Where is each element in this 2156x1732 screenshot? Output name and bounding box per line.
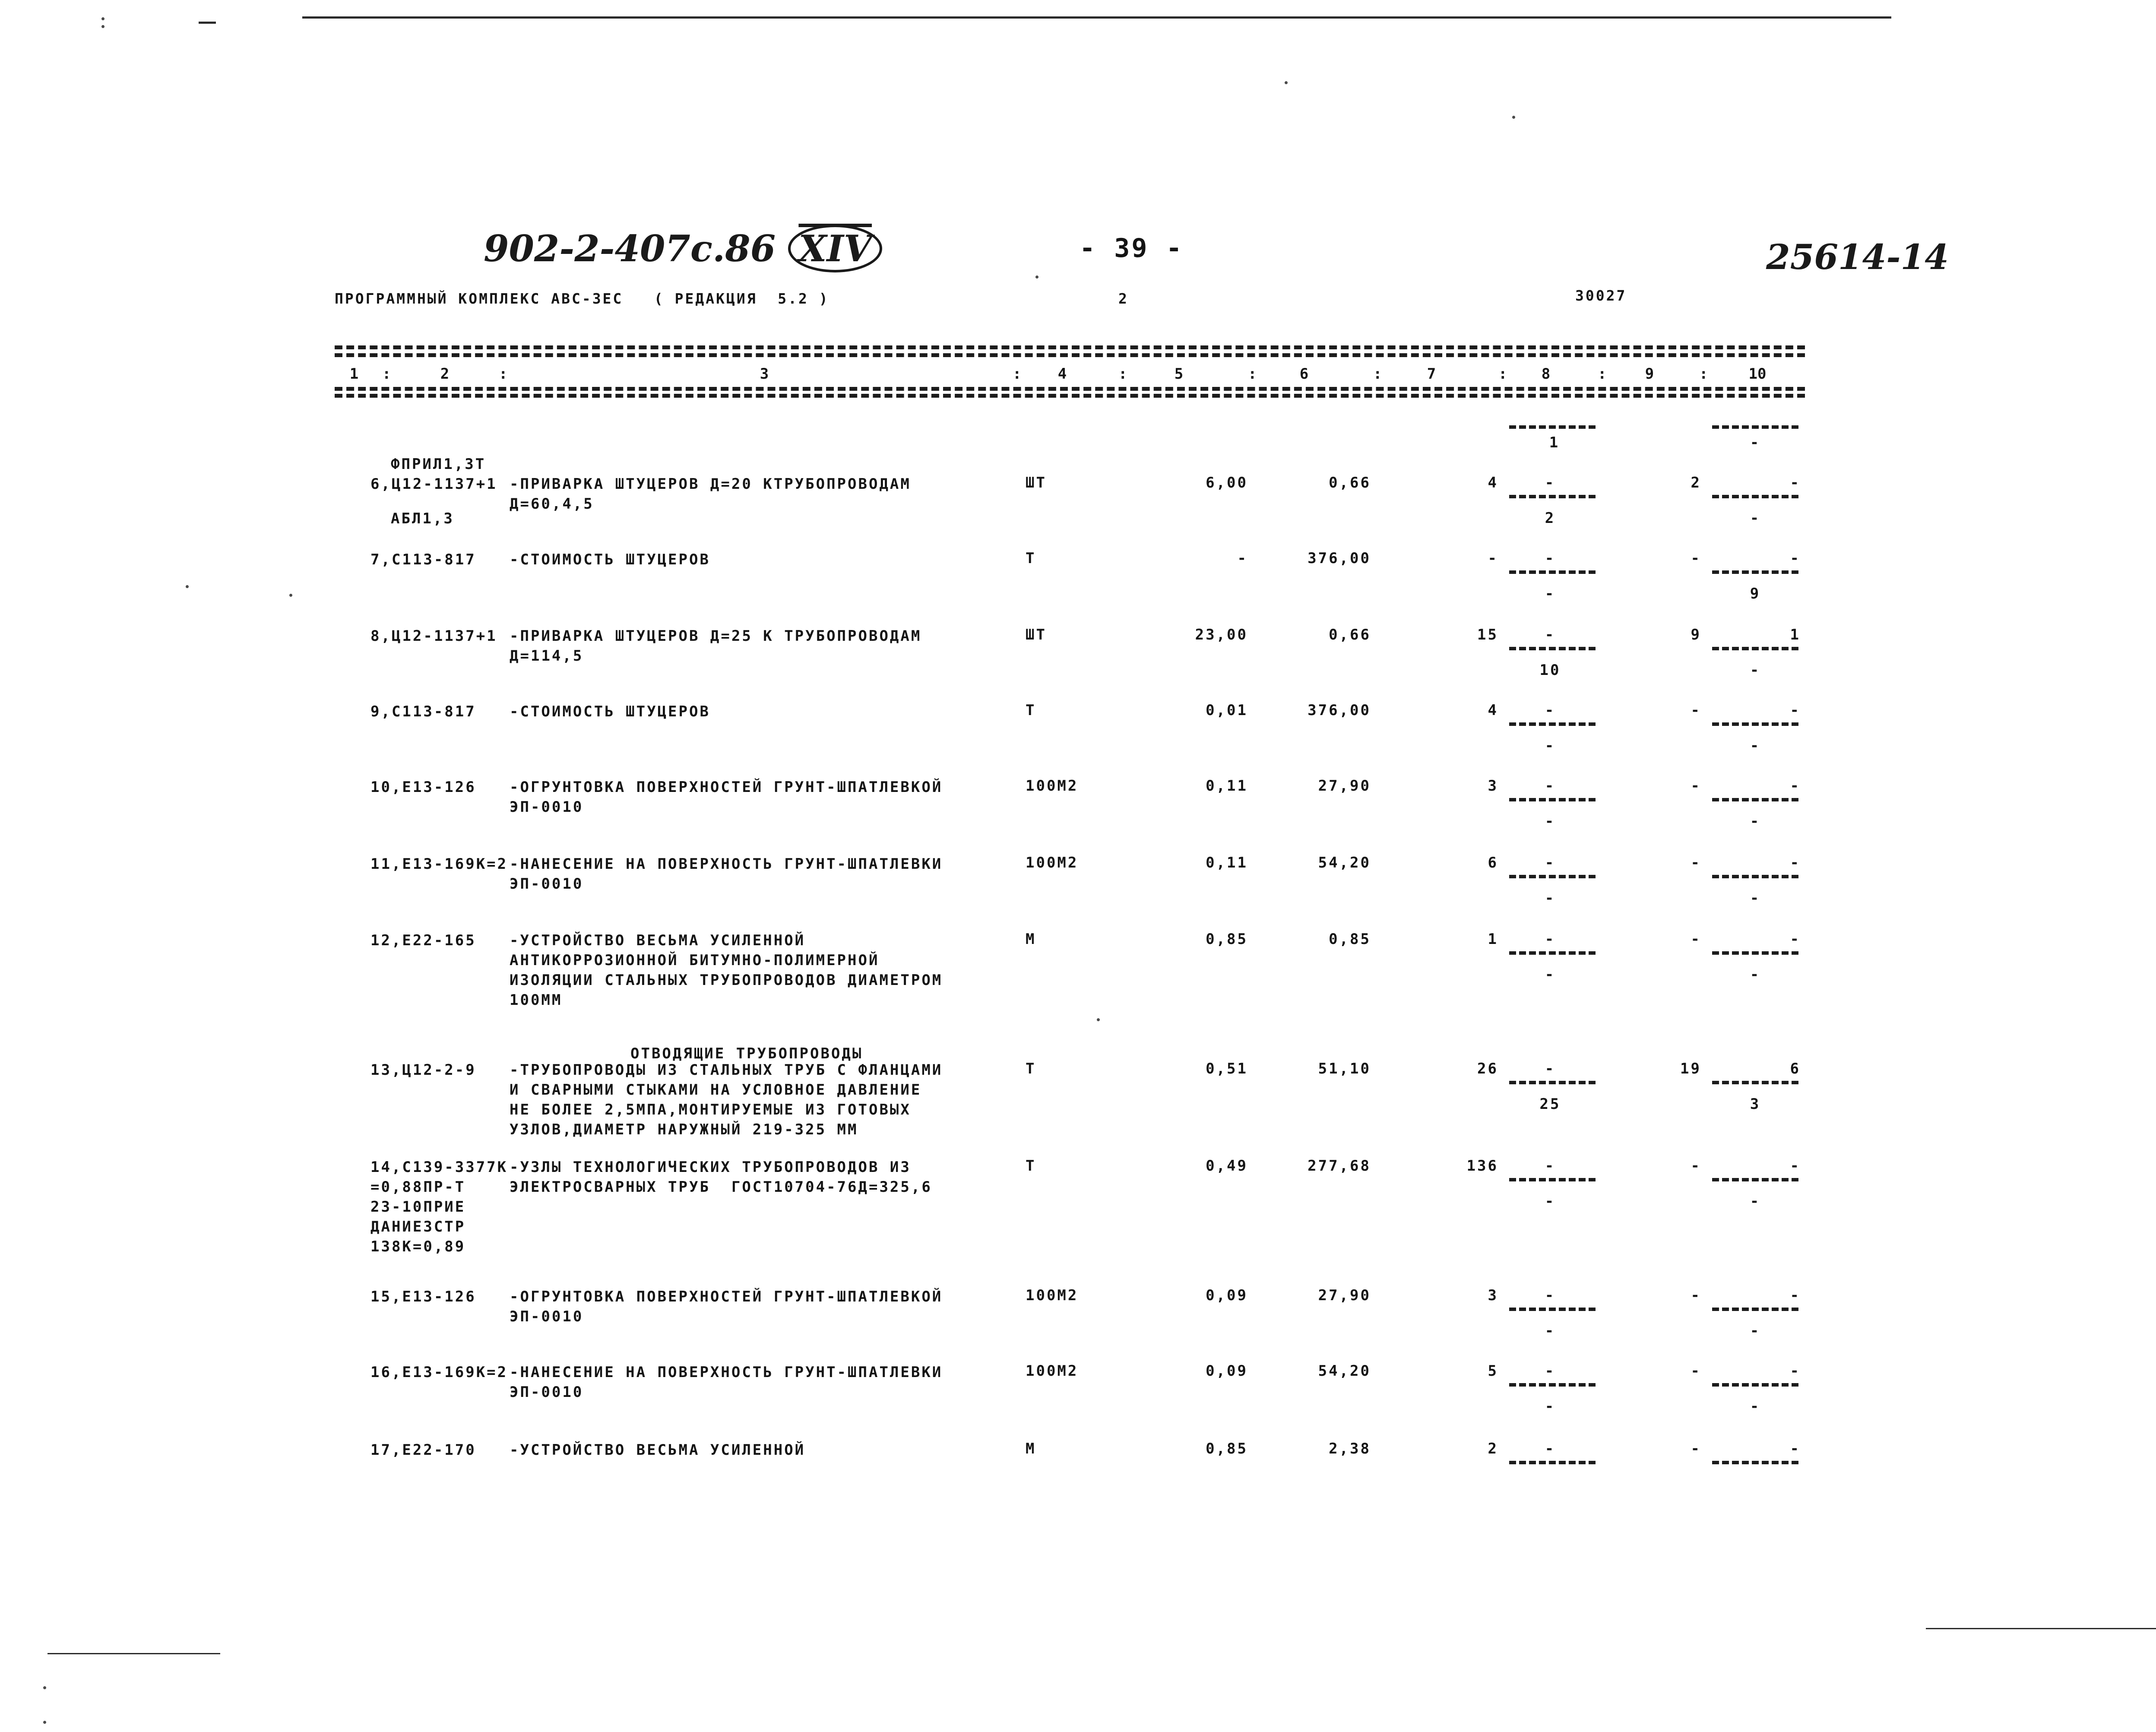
row-col10: 1 bbox=[1790, 626, 1801, 643]
col-header-4: 4 bbox=[1057, 365, 1067, 383]
row-col8: - bbox=[1545, 1157, 1556, 1175]
scan-edge-line-bottom-right bbox=[1926, 1628, 2156, 1629]
row-name: -НАНЕСЕНИЕ НА ПОВЕРХНОСТЬ ГРУНТ-ШПАТЛЕВКИ ЭП-0010 bbox=[510, 1364, 943, 1401]
col-separator: : bbox=[1373, 365, 1382, 383]
row-col8: - bbox=[1545, 1287, 1556, 1304]
col8-subtotal-line bbox=[1509, 1383, 1596, 1387]
scan-speck bbox=[43, 1686, 46, 1689]
row-col8-total: - bbox=[1545, 1398, 1556, 1415]
row-col10-total: - bbox=[1750, 1193, 1761, 1210]
top-note-col8-value: 1 bbox=[1549, 434, 1560, 451]
row-col8: - bbox=[1545, 474, 1556, 491]
row-col9: - bbox=[1691, 854, 1701, 871]
col10-subtotal-line bbox=[1712, 1461, 1798, 1464]
row-col10-total: - bbox=[1750, 966, 1761, 983]
table-top-border bbox=[335, 345, 1805, 349]
row-col10: - bbox=[1790, 1287, 1801, 1304]
row-col8: - bbox=[1545, 702, 1556, 719]
col8-subtotal-line bbox=[1509, 495, 1596, 498]
row-col8-total: - bbox=[1545, 585, 1556, 602]
row-col10-total: 9 bbox=[1750, 585, 1761, 602]
col-separator: : bbox=[1498, 365, 1507, 383]
row-price: 0,66 bbox=[1329, 626, 1371, 643]
row-price: 0,85 bbox=[1329, 931, 1371, 948]
scan-speck bbox=[1512, 116, 1515, 119]
row-price: 54,20 bbox=[1318, 854, 1371, 871]
row-col10-total: - bbox=[1750, 510, 1761, 527]
row-quantity: 0,11 bbox=[1206, 777, 1248, 795]
row-quantity: - bbox=[1237, 550, 1248, 567]
row-unit: М bbox=[1026, 1440, 1036, 1457]
col8-subtotal-line bbox=[1509, 951, 1596, 955]
row-unit: М bbox=[1026, 931, 1036, 948]
row-code: 12,Е22-165 bbox=[370, 932, 476, 949]
row-code: 6,Ц12-1137+1 bbox=[370, 475, 497, 493]
col-separator: : bbox=[1598, 365, 1607, 383]
row-col9: 9 bbox=[1691, 626, 1701, 643]
row-col9: - bbox=[1691, 1362, 1701, 1380]
scan-speck bbox=[43, 1721, 46, 1724]
col8-subtotal-line bbox=[1509, 722, 1596, 726]
row-price: 27,90 bbox=[1318, 777, 1371, 795]
col10-subtotal-line bbox=[1712, 798, 1798, 801]
table-header-border-a bbox=[335, 353, 1805, 357]
col8-subtotal-line bbox=[1509, 425, 1596, 429]
col8-subtotal-line bbox=[1509, 798, 1596, 801]
row-quantity: 6,00 bbox=[1206, 474, 1248, 491]
row-col8-total: - bbox=[1545, 813, 1556, 830]
row-quantity: 0,49 bbox=[1206, 1157, 1248, 1175]
scan-speck bbox=[186, 585, 189, 588]
col-header-7: 7 bbox=[1427, 365, 1436, 383]
row-col7: 4 bbox=[1488, 474, 1498, 491]
row-price: 51,10 bbox=[1318, 1060, 1371, 1077]
row-col9: - bbox=[1691, 1287, 1701, 1304]
row-col8: - bbox=[1545, 931, 1556, 948]
row-quantity: 0,85 bbox=[1206, 931, 1248, 948]
col10-subtotal-line bbox=[1712, 722, 1798, 726]
col8-subtotal-line bbox=[1509, 1308, 1596, 1311]
scan-edge-line-bottom-left bbox=[47, 1653, 220, 1654]
col-separator: : bbox=[499, 365, 508, 383]
row-name: -ТРУБОПРОВОДЫ ИЗ СТАЛЬНЫХ ТРУБ С ФЛАНЦАМИ И СВАРНЫМИ СТЫКАМИ НА УСЛОВНОЕ ДАВЛЕНИЕ НЕ БОЛЕЕ 2,5МПА,МОНТИРУЕМЫЕ ИЗ ГОТОВЫХ УЗЛОВ,ДИАМЕТР НАРУЖНЫЙ 219-325 ММ bbox=[510, 1061, 943, 1138]
doc-code: 902-2-407с.86 bbox=[484, 227, 776, 270]
row-price: 0,66 bbox=[1329, 474, 1371, 491]
col10-subtotal-line bbox=[1712, 951, 1798, 955]
row-col7: 136 bbox=[1466, 1157, 1498, 1175]
row-col10-total: - bbox=[1750, 737, 1761, 754]
row-unit: 100М2 bbox=[1026, 1362, 1079, 1380]
row-col9: - bbox=[1691, 931, 1701, 948]
row-name: -НАНЕСЕНИЕ НА ПОВЕРХНОСТЬ ГРУНТ-ШПАТЛЕВКИ ЭП-0010 bbox=[510, 855, 943, 893]
row-col9: 2 bbox=[1691, 474, 1701, 491]
col10-subtotal-line bbox=[1712, 1178, 1798, 1181]
album-number: XIV bbox=[788, 225, 882, 272]
col-separator: : bbox=[1248, 365, 1257, 383]
row-col8: - bbox=[1545, 854, 1556, 871]
row-name: -ПРИВАРКА ШТУЦЕРОВ Д=25 К ТРУБОПРОВОДАМ Д=114,5 bbox=[510, 627, 922, 665]
row-col7: 3 bbox=[1488, 777, 1498, 795]
col8-subtotal-line bbox=[1509, 1178, 1596, 1181]
col-header-1: 1 bbox=[349, 365, 359, 383]
row-unit: Т bbox=[1026, 550, 1036, 567]
row-col7: 6 bbox=[1488, 854, 1498, 871]
row-col8-total: - bbox=[1545, 966, 1556, 983]
row-unit: ШТ bbox=[1026, 626, 1047, 643]
row-code: 11,Е13-169К=2 bbox=[370, 855, 508, 873]
row-code: 10,Е13-126 bbox=[370, 779, 476, 796]
row-col10-total: 3 bbox=[1750, 1096, 1761, 1113]
row-unit: Т bbox=[1026, 1060, 1036, 1077]
row-col7: 26 bbox=[1477, 1060, 1498, 1077]
row-name: -ОГРУНТОВКА ПОВЕРХНОСТЕЙ ГРУНТ-ШПАТЛЕВКОЙ ЭП-0010 bbox=[510, 779, 943, 816]
col-separator: : bbox=[1013, 365, 1022, 383]
col-header-2: 2 bbox=[440, 365, 450, 383]
col-separator: : bbox=[1699, 365, 1708, 383]
scan-speck bbox=[1097, 1018, 1100, 1021]
row-col9: - bbox=[1691, 777, 1701, 795]
row-col8: - bbox=[1545, 777, 1556, 795]
row-col8-total: 2 bbox=[1545, 510, 1556, 527]
row-price: 54,20 bbox=[1318, 1362, 1371, 1380]
row-code: 8,Ц12-1137+1 bbox=[370, 627, 497, 645]
row-unit: Т bbox=[1026, 1157, 1036, 1175]
row-code: 17,Е22-170 bbox=[370, 1441, 476, 1459]
row-col10-total: - bbox=[1750, 662, 1761, 679]
scan-speck bbox=[1035, 275, 1038, 279]
inventory-number: 25614-14 bbox=[1766, 237, 1949, 277]
row-col10: - bbox=[1790, 1157, 1801, 1175]
doc-code-handwritten bbox=[484, 225, 882, 272]
row-quantity: 0,11 bbox=[1206, 854, 1248, 871]
row-quantity: 23,00 bbox=[1195, 626, 1248, 643]
scan-edge-line-top bbox=[302, 16, 1891, 19]
col10-subtotal-line bbox=[1712, 647, 1798, 650]
row-col8: - bbox=[1545, 1362, 1556, 1380]
row-col10-total: - bbox=[1750, 1398, 1761, 1415]
row-col7: - bbox=[1488, 550, 1498, 567]
row-col10: - bbox=[1790, 777, 1801, 795]
row-unit: ШТ bbox=[1026, 474, 1047, 491]
col10-subtotal-line bbox=[1712, 1081, 1798, 1084]
col10-subtotal-line bbox=[1712, 570, 1798, 574]
row-col8-total: 25 bbox=[1539, 1096, 1561, 1113]
row-code: 15,Е13-126 bbox=[370, 1288, 476, 1305]
row-col9: - bbox=[1691, 1157, 1701, 1175]
row-col9: - bbox=[1691, 702, 1701, 719]
row-col10: - bbox=[1790, 1362, 1801, 1380]
col10-subtotal-line bbox=[1712, 425, 1798, 429]
row-unit: 100М2 bbox=[1026, 854, 1079, 871]
col10-subtotal-line bbox=[1712, 1383, 1798, 1387]
row-col10: - bbox=[1790, 474, 1801, 491]
row-col10: - bbox=[1790, 931, 1801, 948]
row-col8-total: - bbox=[1545, 1193, 1556, 1210]
code-number: 30027 bbox=[1575, 287, 1627, 304]
row-quantity: 0,51 bbox=[1206, 1060, 1248, 1077]
col10-subtotal-line bbox=[1712, 875, 1798, 878]
col-separator: : bbox=[382, 365, 391, 383]
row-code: 13,Ц12-2-9 bbox=[370, 1061, 476, 1079]
col10-subtotal-line bbox=[1712, 1308, 1798, 1311]
col-header-5: 5 bbox=[1174, 365, 1184, 383]
row-name: -ОГРУНТОВКА ПОВЕРХНОСТЕЙ ГРУНТ-ШПАТЛЕВКОЙ ЭП-0010 bbox=[510, 1288, 943, 1325]
col8-subtotal-line bbox=[1509, 1081, 1596, 1084]
row-col7: 4 bbox=[1488, 702, 1498, 719]
row-col10: - bbox=[1790, 702, 1801, 719]
row-col9: - bbox=[1691, 1440, 1701, 1457]
row-code: 7,С113-817 bbox=[370, 551, 476, 568]
row-col10-total: - bbox=[1750, 890, 1761, 907]
row-col10-total: - bbox=[1750, 1322, 1761, 1339]
row-code: 14,С139-3377К =0,88ПР-Т 23-10ПРИЕ ДАНИЕЗСТР 138К=0,89 bbox=[370, 1159, 508, 1255]
row-unit: 100М2 bbox=[1026, 777, 1079, 795]
row-name: -СТОИМОСТЬ ШТУЦЕРОВ bbox=[510, 551, 710, 568]
row-name: -УЗЛЫ ТЕХНОЛОГИЧЕСКИХ ТРУБОПРОВОДОВ ИЗ ЭЛЕКТРОСВАРНЫХ ТРУБ ГОСТ10704-76Д=325,6 bbox=[510, 1159, 932, 1196]
row-col7: 3 bbox=[1488, 1287, 1498, 1304]
row-price: 27,90 bbox=[1318, 1287, 1371, 1304]
scan-speck bbox=[1285, 81, 1288, 84]
row-code: 9,С113-817 bbox=[370, 703, 476, 720]
row-col10: 6 bbox=[1790, 1060, 1801, 1077]
col-header-6: 6 bbox=[1299, 365, 1309, 383]
col8-subtotal-line bbox=[1509, 1461, 1596, 1464]
row-col9: - bbox=[1691, 550, 1701, 567]
row-quantity: 0,09 bbox=[1206, 1287, 1248, 1304]
row-col7: 15 bbox=[1477, 626, 1498, 643]
row-col10: - bbox=[1790, 550, 1801, 567]
table-header-border-c bbox=[335, 394, 1805, 398]
row-name: -СТОИМОСТЬ ШТУЦЕРОВ bbox=[510, 703, 710, 720]
row-name: -ПРИВАРКА ШТУЦЕРОВ Д=20 КТРУБОПРОВОДАМ Д=60,4,5 bbox=[510, 475, 911, 513]
col8-subtotal-line bbox=[1509, 570, 1596, 574]
top-note: ФПРИЛ1,3Т АБЛ1,3 bbox=[391, 456, 486, 527]
row-price: 277,68 bbox=[1308, 1157, 1371, 1175]
row-quantity: 0,09 bbox=[1206, 1362, 1248, 1380]
sheet-number: 2 bbox=[1118, 290, 1129, 307]
col-header-10: 10 bbox=[1748, 365, 1767, 383]
row-col9: 19 bbox=[1680, 1060, 1701, 1077]
col-header-3: 3 bbox=[760, 365, 769, 383]
row-col7: 1 bbox=[1488, 931, 1498, 948]
row-col8-total: - bbox=[1545, 1322, 1556, 1339]
program-line: ПРОГРАММНЫЙ КОМПЛЕКС АВС-3ЕС ( РЕДАКЦИЯ 5.2 ) bbox=[335, 290, 829, 307]
scan-edge-mark-left bbox=[199, 22, 216, 24]
row-quantity: 0,85 bbox=[1206, 1440, 1248, 1457]
row-col7: 5 bbox=[1488, 1362, 1498, 1380]
col-separator: : bbox=[1118, 365, 1127, 383]
row-name: -УСТРОЙСТВО ВЕСЬМА УСИЛЕННОЙ АНТИКОРРОЗИОННОЙ БИТУМНО-ПОЛИМЕРНОЙ ИЗОЛЯЦИИ СТАЛЬНЫХ ТРУБОПРОВОДОВ ДИАМЕТРОМ 100ММ bbox=[510, 932, 943, 1009]
scan-speck bbox=[289, 594, 292, 597]
row-col8-total: 10 bbox=[1539, 662, 1561, 679]
col-header-9: 9 bbox=[1645, 365, 1654, 383]
scan-speck bbox=[101, 25, 104, 28]
table-header-border-b bbox=[335, 387, 1805, 391]
row-price: 376,00 bbox=[1308, 702, 1371, 719]
row-unit: 100М2 bbox=[1026, 1287, 1079, 1304]
col8-subtotal-line bbox=[1509, 875, 1596, 878]
row-col8: - bbox=[1545, 1440, 1556, 1457]
row-quantity: 0,01 bbox=[1206, 702, 1248, 719]
row-col10: - bbox=[1790, 1440, 1801, 1457]
row-col8-total: - bbox=[1545, 737, 1556, 754]
col10-subtotal-line bbox=[1712, 495, 1798, 498]
row-col8: - bbox=[1545, 626, 1556, 643]
top-note-col10-value: - bbox=[1750, 434, 1761, 451]
row-code: 16,Е13-169К=2 bbox=[370, 1364, 508, 1381]
section-title: ОТВОДЯЩИЕ ТРУБОПРОВОДЫ bbox=[630, 1045, 863, 1062]
row-price: 2,38 bbox=[1329, 1440, 1371, 1457]
row-unit: Т bbox=[1026, 702, 1036, 719]
row-col10: - bbox=[1790, 854, 1801, 871]
page-number: - 39 - bbox=[1080, 233, 1184, 263]
row-col8: - bbox=[1545, 550, 1556, 567]
row-col8: - bbox=[1545, 1060, 1556, 1077]
row-price: 376,00 bbox=[1308, 550, 1371, 567]
row-col8-total: - bbox=[1545, 890, 1556, 907]
scan-speck bbox=[101, 17, 104, 20]
row-col7: 2 bbox=[1488, 1440, 1498, 1457]
row-name: -УСТРОЙСТВО ВЕСЬМА УСИЛЕННОЙ bbox=[510, 1441, 806, 1459]
col-header-8: 8 bbox=[1541, 365, 1551, 383]
col8-subtotal-line bbox=[1509, 647, 1596, 650]
row-col10-total: - bbox=[1750, 813, 1761, 830]
